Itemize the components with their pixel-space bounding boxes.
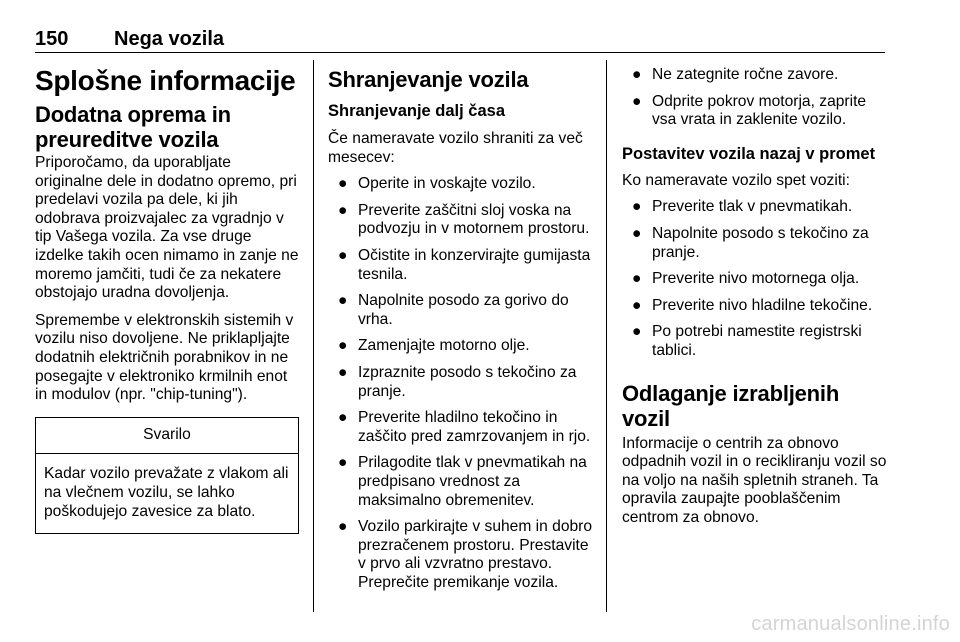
bullet-icon: ●: [338, 409, 348, 427]
bullet-icon: ●: [338, 201, 348, 219]
page-number: 150: [35, 28, 69, 50]
subheading-return-to-service: Postavitev vozila nazaj v promet: [622, 144, 876, 163]
list-item: ● Zamenjajte motorno olje.: [338, 337, 530, 355]
chapter-title: Nega vozila: [114, 28, 225, 50]
list-item: ● Preverite hladilno tekočino in zaščito pred zamrzovanjem in rjo.: [338, 409, 591, 445]
bullet-icon: ●: [338, 337, 348, 355]
list-item: ● Preverite nivo motornega olja.: [632, 270, 860, 288]
subheading-long-storage: Shranjevanje dalj časa: [328, 102, 506, 120]
section-heading-disposal: Odlaganje izrabljenih vozil: [622, 380, 840, 431]
bullet-icon: ●: [338, 454, 348, 472]
bullet-icon: ●: [632, 198, 642, 216]
list-item: ● Izpraznite posodo s tekočino za pranje.: [338, 363, 577, 400]
list-item: ● Preverite nivo hladilne tekočine.: [632, 296, 873, 314]
bullet-icon: ●: [632, 66, 642, 83]
paragraph-accessories: Priporočamo, da uporabljate originalne dele in dodatno opremo, pri predelavi vozila pa dele, ki jih odobrava proizvajalec za vgradnjo v tip Vašega vozila. Za vse druge izdelke takih ocen nimamo in zanje ne moremo jamčiti, tudi če za nekatere obstojajo uradna dovoljenja.: [35, 154, 299, 302]
storage-checklist-continued: [622, 66, 888, 130]
list-item: ● Napolnite posodo za gorivo do vrha.: [338, 292, 569, 328]
warning-title: Svarilo: [36, 418, 298, 455]
bullet-icon: ●: [338, 363, 348, 381]
return-checklist: [622, 198, 888, 360]
list-item: ● Po potrebi namestite registrski tablici.: [632, 323, 862, 359]
list-item: ● Ne zategnite ročne zavore.: [632, 66, 839, 83]
bullet-icon: ●: [338, 292, 348, 310]
list-item: ● Napolnite posodo s tekočino za pranje.: [632, 224, 869, 261]
paragraph-disposal: Informacije o centrih za obnovo odpadnih vozil in o recikliranju vozil so na voljo na naših spletnih straneh. Ta opravila zaupajte pooblaščenim centrom za obnovo.: [622, 434, 887, 526]
return-intro: Ko nameravate vozilo spet voziti:: [622, 171, 850, 189]
subheading-accessories: Dodatna oprema in preureditve vozila: [35, 102, 231, 152]
list-item: ● Očistite in konzervirajte gumijasta tesnila.: [338, 246, 591, 283]
list-item: ● Prilagodite tlak v pnevmatikah na predpisano vrednost za maksimalno obremenitev.: [338, 454, 587, 509]
list-item: ● Preverite zaščitni sloj voska na podvozju in v motornem prostoru.: [338, 201, 590, 238]
bullet-icon: ●: [338, 246, 348, 264]
paragraph-electronics: Spremembe v elektronskih sistemih v vozilu niso dovoljene. Ne priklapljajte dodatnih električnih porabnikov in ne posegajte v elektroniko krmilnih enot in modulov (npr. "chip-tuning").: [35, 311, 294, 404]
list-item: ● Preverite tlak v pnevmatikah.: [632, 198, 853, 216]
list-item: ● Vozilo parkirajte v suhem in dobro prezračenem prostoru. Prestavite v prvo ali vzvratno prestavo. Preprečite premikanje vozila.: [338, 518, 593, 591]
column-right: [622, 60, 888, 528]
page-header: [35, 24, 885, 53]
bullet-icon: ●: [338, 518, 348, 536]
list-item: ● Operite in voskajte vozilo.: [338, 175, 536, 193]
bullet-icon: ●: [632, 224, 642, 242]
column-divider-1: [313, 60, 314, 612]
warning-text: Kadar vozilo prevažate z vlakom ali na vlečnem vozilu, se lahko poškodujejo zavesice za blato.: [44, 465, 289, 520]
storage-checklist: [328, 175, 596, 592]
column-left: [35, 60, 301, 534]
bullet-icon: ●: [632, 92, 642, 110]
bullet-icon: ●: [632, 270, 642, 288]
list-item: ● Odprite pokrov motorja, zaprite vsa vrata in zaklenite vozilo.: [632, 92, 867, 129]
section-heading-general-info: Splošne informacije: [35, 65, 296, 96]
watermark: carmanualsonline.info: [751, 613, 950, 635]
warning-box: [35, 417, 299, 534]
bullet-icon: ●: [632, 296, 642, 314]
section-heading-storage: Shranjevanje vozila: [328, 67, 529, 92]
bullet-icon: ●: [338, 175, 348, 193]
column-divider-2: [606, 60, 607, 612]
bullet-icon: ●: [632, 323, 642, 341]
storage-intro: Če nameravate vozilo shraniti za več mesecev:: [328, 130, 583, 166]
column-middle: [328, 60, 596, 600]
